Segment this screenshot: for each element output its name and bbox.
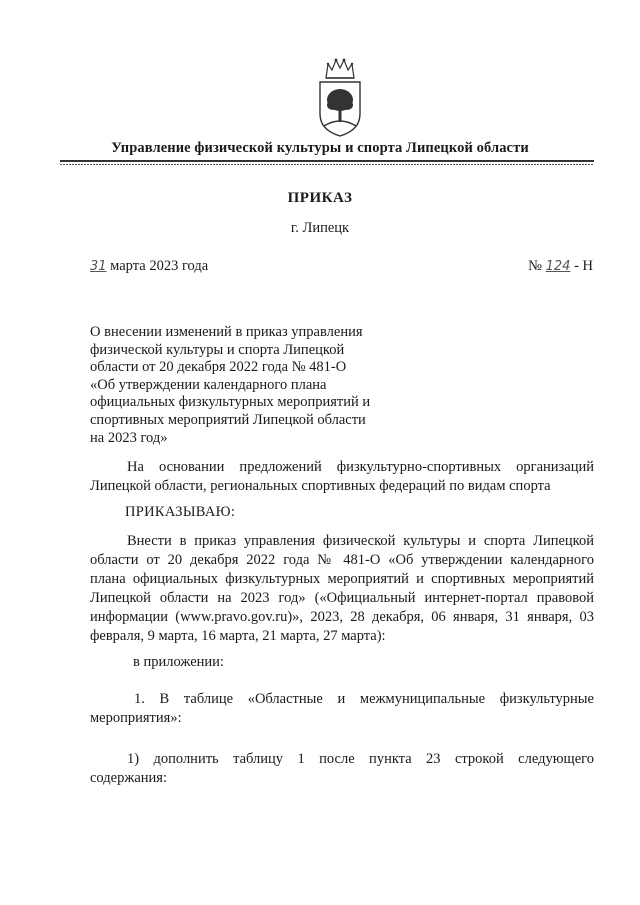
date-day-handwritten: 31 xyxy=(90,259,107,274)
basis-paragraph xyxy=(90,458,594,496)
paragraph-line: февраля, 9 марта, 16 марта, 21 марта, 27 марта): xyxy=(90,628,386,644)
document-number xyxy=(528,258,593,275)
item-2-paragraph xyxy=(90,750,594,788)
lipetsk-coat-of-arms-icon xyxy=(314,56,366,138)
subject-line: О внесении изменений в приказ управления xyxy=(90,324,363,340)
paragraph-line: Липецкой области на 2023 год» («Официальный интернет-портал правовой xyxy=(90,590,594,606)
paragraph-line: На основании предложений физкультурно-спортивных организаций xyxy=(127,459,594,475)
number-prefix: № xyxy=(528,258,542,274)
organization-header: Управление физической культуры и спорта Липецкой области xyxy=(111,140,529,156)
number-value-handwritten: 124 xyxy=(545,259,571,274)
subject-line: официальных физкультурных мероприятий и xyxy=(90,394,371,411)
subject-line: области от 20 декабря 2022 года № 481-О xyxy=(90,359,347,376)
date-rest: марта 2023 года xyxy=(110,258,209,274)
subject-line: физической культуры и спорта Липецкой xyxy=(90,341,345,358)
item-1-paragraph xyxy=(90,690,594,728)
subject-line: «Об утверждении календарного плана xyxy=(90,376,327,393)
number-suffix: - Н xyxy=(574,258,593,274)
header-rule-dotted xyxy=(60,164,594,165)
paragraph-line: области от 20 декабря 2022 года № 481-О «Об утверждении календарного xyxy=(90,552,594,568)
paragraph-line: мероприятия»: xyxy=(90,710,182,726)
header-rule-solid xyxy=(60,160,594,162)
paragraph-line: содержания: xyxy=(90,770,168,786)
paragraph-line: информации (www.pravo.gov.ru)», 2023, 28 декабря, 06 января, 31 января, 03 xyxy=(90,609,594,625)
paragraph-line: Липецкой области, региональных спортивных федераций по видам спорта xyxy=(90,478,551,494)
paragraph-line: плана официальных физкультурных мероприятий и спортивных мероприятий xyxy=(90,571,594,587)
subject-line: на 2023 год» xyxy=(90,429,168,446)
paragraph-line: Внести в приказ управления физической культуры и спорта Липецкой xyxy=(127,533,594,549)
document-date xyxy=(90,258,208,275)
document-city: г. Липецк xyxy=(290,220,350,236)
paragraph-line: 1) дополнить таблицу 1 после пункта 23 строкой следующего xyxy=(127,751,594,767)
document-subject xyxy=(90,324,410,447)
appendix-heading: в приложении: xyxy=(133,654,224,670)
document-title: ПРИКАЗ xyxy=(287,190,353,206)
main-paragraph xyxy=(90,532,594,646)
order-word: ПРИКАЗЫВАЮ: xyxy=(125,504,236,520)
paragraph-line: 1. В таблице «Областные и межмуниципальные физкультурные xyxy=(134,691,594,707)
subject-line: спортивных мероприятий Липецкой области xyxy=(90,411,366,428)
